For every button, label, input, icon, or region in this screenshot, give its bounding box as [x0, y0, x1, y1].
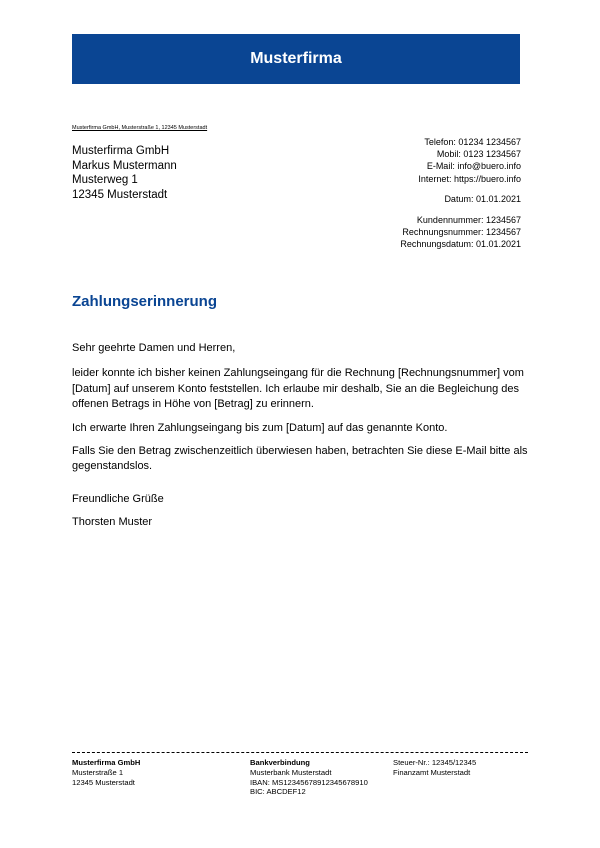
- letter-subject: Zahlungserinnerung: [72, 293, 218, 310]
- email: E-Mail: info@buero.info: [426, 161, 521, 172]
- footer-city: 12345 Musterstadt: [72, 777, 135, 787]
- invoice-date: Rechnungsdatum: 01.01.2021: [400, 239, 521, 250]
- footer-street: Musterstraße 1: [72, 767, 124, 777]
- phone: Telefon: 01234 1234567: [424, 137, 521, 147]
- footer-company-name: Musterfirma GmbH: [72, 758, 141, 767]
- paragraph: Falls Sie den Betrag zwischenzeitlich überwiesen haben, betrachten Sie diese E-Mail bitte als gegenstandslos.: [72, 445, 528, 473]
- recipient-line: Markus Mustermann: [72, 159, 177, 172]
- date-block: [444, 193, 521, 205]
- footer-tax-number: Steuer-Nr.: 12345/12345: [393, 758, 477, 767]
- footer-tax: [393, 758, 476, 778]
- footer-bank-name: Musterbank Musterstadt: [250, 767, 332, 777]
- internet: Internet: https://buero.info: [418, 173, 521, 184]
- footer-divider: [72, 752, 528, 753]
- letter-body: [72, 341, 532, 483]
- recipient-address: [72, 144, 177, 202]
- footer-bank: [250, 758, 368, 797]
- return-address: Musterfirma GmbH, Musterstraße 1, 12345 Musterstadt: [72, 125, 208, 131]
- footer-bic: BIC: ABCDEF12: [250, 787, 306, 797]
- footer-tax-office: Finanzamt Musterstadt: [393, 767, 471, 777]
- paragraph: Ich erwarte Ihren Zahlungseingang bis zum [Datum] auf das genannte Konto.: [72, 421, 448, 434]
- recipient-line: 12345 Musterstadt: [72, 188, 168, 201]
- invoice-number: Rechnungsnummer: 1234567: [402, 227, 521, 238]
- header-banner: [72, 34, 520, 84]
- salutation: Sehr geehrte Damen und Herren,: [72, 342, 236, 354]
- signature: Thorsten Muster: [72, 516, 153, 528]
- paragraph: leider konnte ich bisher keinen Zahlungseingang für die Rechnung [Rechnungsnummer] vom [Datum] auf unserem Konto feststellen. Ich erlaube mir deshalb, Sie an die Begleichung des offenen Betrags in Höhe von [Betrag] zu erinnern.: [72, 367, 524, 411]
- closing: Freundliche Grüße: [72, 493, 164, 505]
- customer-number: Kundennummer: 1234567: [416, 215, 521, 225]
- footer-bank-title: Bankverbindung: [250, 758, 310, 767]
- letter-date: Datum: 01.01.2021: [444, 194, 521, 204]
- recipient-line: Musterfirma GmbH: [72, 145, 170, 157]
- company-name: Musterfirma: [250, 50, 342, 67]
- contact-block: [418, 136, 521, 185]
- mobile: Mobil: 0123 1234567: [436, 149, 521, 160]
- footer-iban: IBAN: MS1234567891234567891​0: [250, 777, 368, 787]
- reference-block: [400, 214, 521, 251]
- footer-company: [72, 758, 140, 787]
- recipient-line: Musterweg 1: [72, 174, 138, 186]
